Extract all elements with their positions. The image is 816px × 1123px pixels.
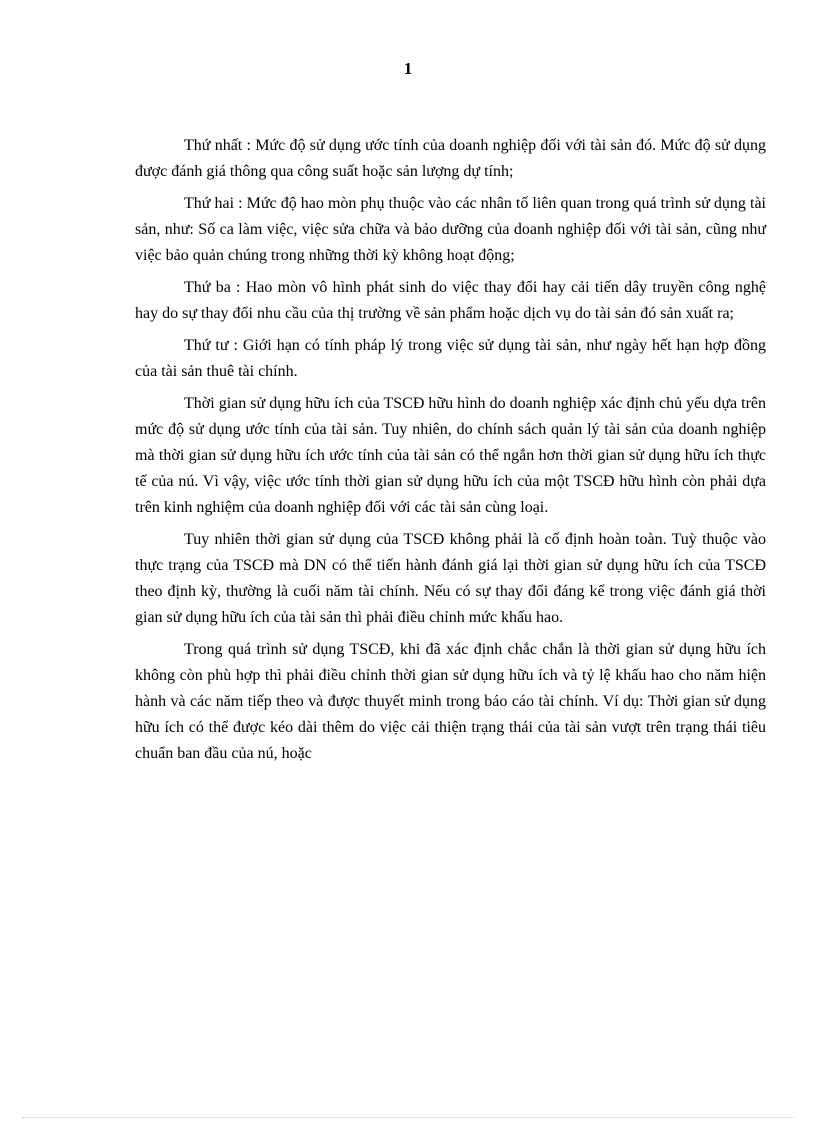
page-number: 1	[403, 59, 413, 78]
page-bottom-divider	[22, 1117, 794, 1118]
paragraph-thu-hai: Thứ hai : Mức độ hao mòn phụ thuộc vào các nhân tố liên quan trong quá trình sử dụng tài sản, như: Số ca làm việc, việc sửa chữa và bảo dưỡng của doanh nghiệp đối với tài sản, cũng như việc bảo quản chúng trong những thời kỳ không hoạt động;	[135, 195, 766, 264]
document-body	[135, 133, 766, 773]
paragraph-thu-ba: Thứ ba : Hao mòn vô hình phát sinh do việc thay đổi hay cải tiến dây truyền công nghệ hay do sự thay đổi nhu cầu của thị trường về sản phẩm hoặc dịch vụ do tài sản đó sản xuất ra;	[135, 279, 766, 322]
paragraph-review: Tuy nhiên thời gian sử dụng của TSCĐ không phải là cố định hoàn toàn. Tuỳ thuộc vào thực trạng của TSCĐ mà DN có thể tiến hành đánh giá lại thời gian sử dụng hữu ích của TSCĐ theo định kỳ, thường là cuối năm tài chính. Nếu có sự thay đổi đáng kể trong việc đánh giá thời gian sử dụng hữu ích của tài sản thì phải điều chỉnh mức khấu hao.	[135, 531, 766, 626]
paragraph-useful-life: Thời gian sử dụng hữu ích của TSCĐ hữu hình do doanh nghiệp xác định chủ yếu dựa trên mức độ sử dụng ước tính của tài sản. Tuy nhiên, do chính sách quản lý tài sản của doanh nghiệp mà thời gian sử dụng hữu ích ước tính của tài sản có thể ngắn hơn thời gian sử dụng hữu ích thực tế của nú. Vì vậy, việc ước tính thời gian sử dụng hữu ích của một TSCĐ hữu hình còn phải dựa trên kinh nghiệm của doanh nghiệp đối với các tài sản cùng loại.	[135, 395, 766, 516]
paragraph-adjustment: Trong quá trình sử dụng TSCĐ, khi đã xác định chắc chắn là thời gian sử dụng hữu ích không còn phù hợp thì phải điều chỉnh thời gian sử dụng hữu ích và tỷ lệ khấu hao cho năm hiện hành và các năm tiếp theo và được thuyết minh trong báo cáo tài chính. Ví dụ: Thời gian sử dụng hữu ích có thể được kéo dài thêm do việc cải thiện trạng thái của tài sản vượt trên trạng thái tiêu chuẩn ban đầu của nú, hoặc	[135, 641, 766, 762]
paragraph-thu-nhat: Thứ nhất : Mức độ sử dụng ước tính của doanh nghiệp đối với tài sản đó. Mức độ sử dụng được đánh giá thông qua công suất hoặc sản lượng dự tính;	[135, 137, 766, 180]
paragraph-thu-tu: Thứ tư : Giới hạn có tính pháp lý trong việc sử dụng tài sản, như ngày hết hạn hợp đồng của tài sản thuê tài chính.	[135, 337, 766, 380]
